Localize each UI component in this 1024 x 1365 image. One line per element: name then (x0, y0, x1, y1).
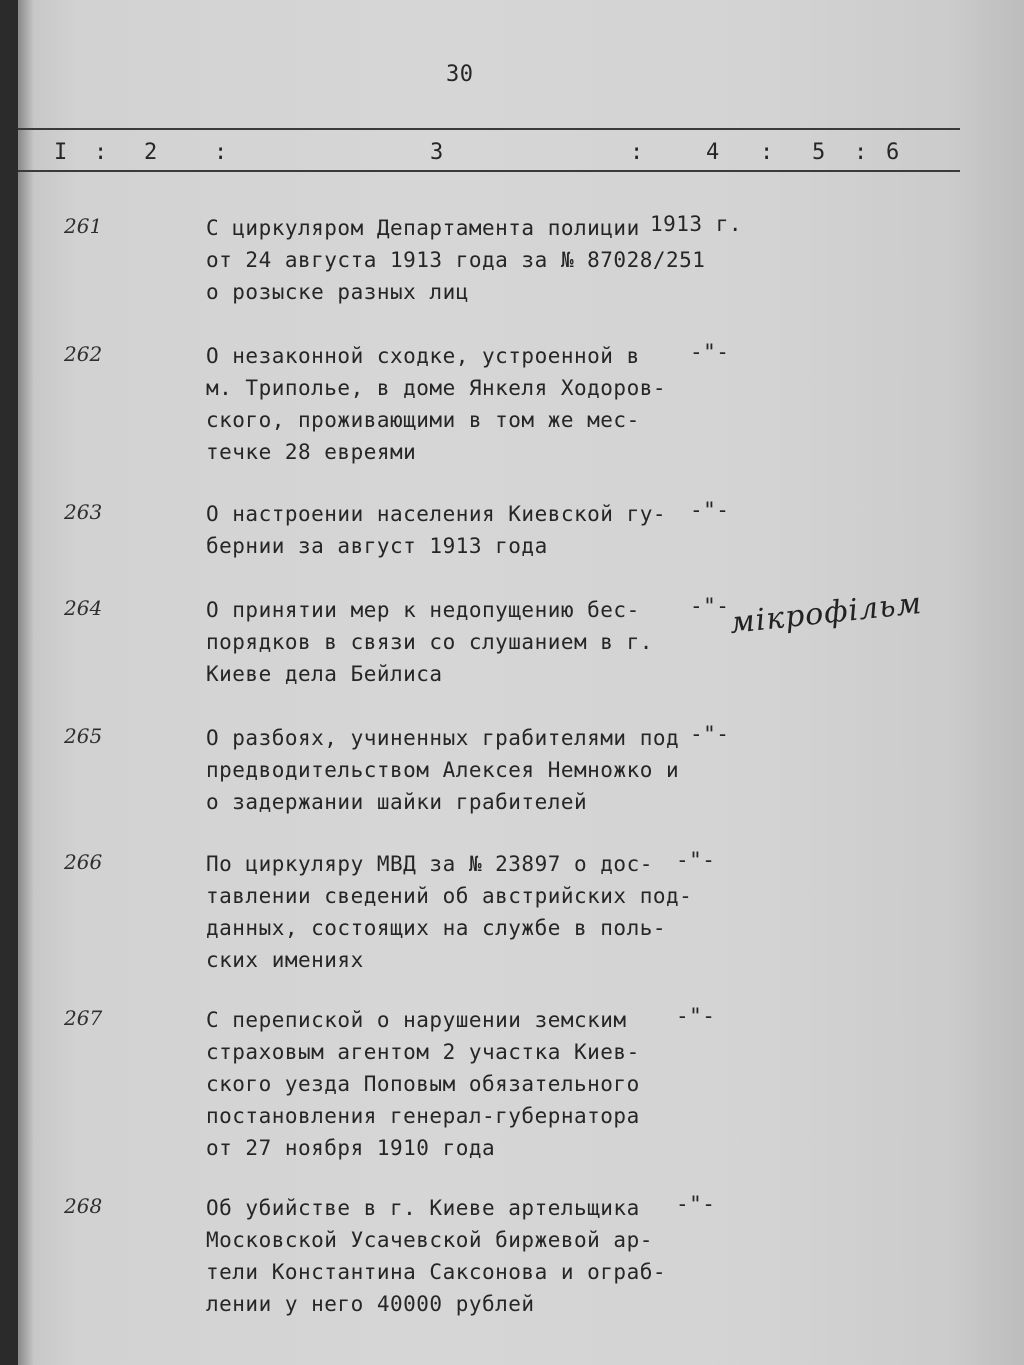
column-header-6: 6 (886, 140, 900, 165)
entry-description: О настроении населения Киевской гу- бернии за август 1913 года (206, 502, 667, 558)
entry-description: С перепиской о нарушении земским страховым агентом 2 участка Киев- ского уезда Поповым обязательного постановления генерал-губернатора от 27 ноября 1910 года (206, 1008, 640, 1160)
column-separator: : (854, 140, 868, 165)
entry-date: -"- (690, 722, 730, 746)
handwritten-annotation: мікрофільм (728, 585, 924, 641)
entry-date: -"- (676, 1004, 716, 1028)
column-header-4: 4 (706, 140, 720, 165)
entry-number: 261 (64, 214, 103, 238)
page-edge-shading (954, 0, 1024, 1365)
document-page (18, 0, 1024, 1365)
entry-date: -"- (676, 848, 716, 872)
entry-number: 264 (64, 596, 103, 620)
entry-number: 263 (64, 500, 103, 524)
entry-number: 265 (64, 724, 103, 748)
column-header-1: I (54, 140, 68, 165)
entry-description: Об убийстве в г. Киеве артельщика Московской Усачевской биржевой ар- тели Константина Саксонова и ограб- лении у него 40000 рублей (206, 1196, 667, 1316)
entry-number: 268 (64, 1194, 103, 1218)
entry-date: -"- (690, 498, 730, 522)
entry-description: По циркуляру МВД за № 23897 о дос- тавлении сведений об австрийских под- данных, состоящих на службе в поль- ских имениях (206, 852, 693, 972)
column-header-5: 5 (812, 140, 826, 165)
entry-description: О разбоях, учиненных грабителями под предводительством Алексея Немножко и о задержании шайки грабителей (206, 726, 680, 814)
header-rule-bottom (18, 170, 960, 172)
page-binding-shadow (18, 0, 34, 1365)
entry-number: 266 (64, 850, 103, 874)
column-header-2: 2 (144, 140, 158, 165)
column-separator: : (760, 140, 774, 165)
entry-date: -"- (690, 594, 730, 618)
entry-date: 1913 г. (650, 212, 743, 236)
entry-description: С циркуляром Департамента полиции от 24 августа 1913 года за № 87028/251 о розыске разных лиц (206, 216, 706, 304)
page-number: 30 (446, 62, 474, 87)
column-separator: : (94, 140, 108, 165)
column-separator: : (630, 140, 644, 165)
entry-date: -"- (690, 340, 730, 364)
header-rule-top (18, 128, 960, 130)
entry-description: О незаконной сходке, устроенной в м. Триполье, в доме Янкеля Ходоров- ского, проживающими в том же мес- течке 28 евреями (206, 344, 667, 464)
column-separator: : (214, 140, 228, 165)
entry-date: -"- (676, 1192, 716, 1216)
entry-description: О принятии мер к недопущению бес- порядков в связи со слушанием в г. Киеве дела Бейлиса (206, 598, 653, 686)
column-header-3: 3 (430, 140, 444, 165)
entry-number: 262 (64, 342, 103, 366)
entry-number: 267 (64, 1006, 103, 1030)
